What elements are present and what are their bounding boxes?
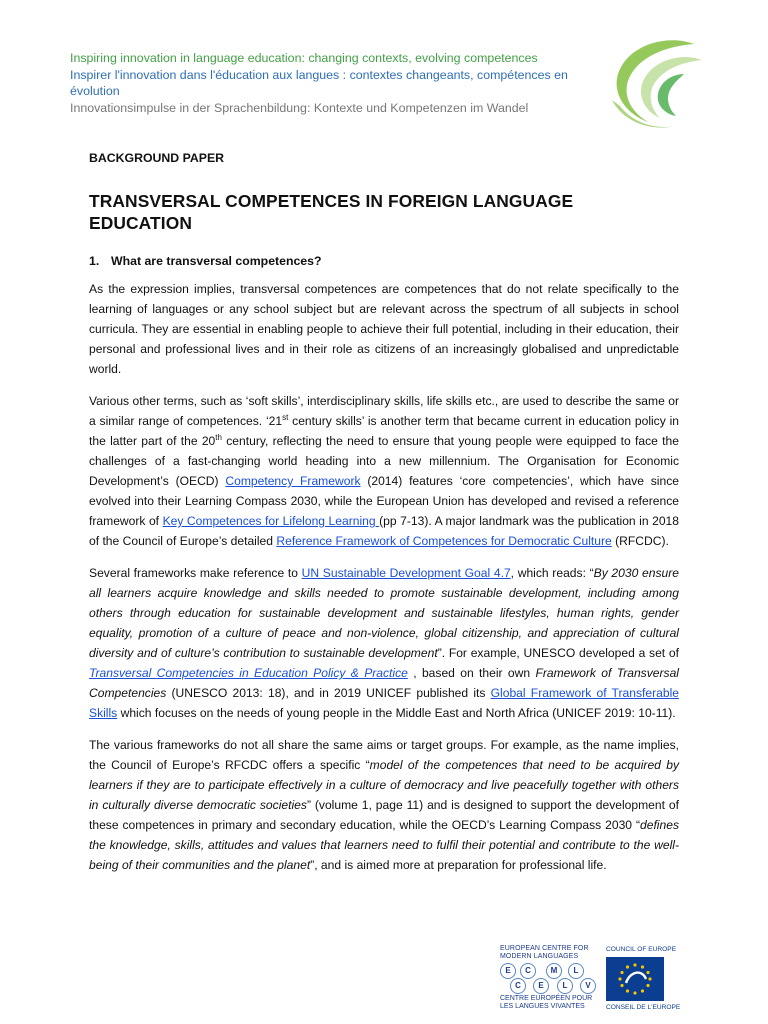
coe-stars-icon (606, 957, 664, 1001)
tagline-english: Inspiring innovation in language education: changing contexts, evolving competences (70, 51, 538, 65)
paragraph-2 (89, 391, 679, 551)
ecml-circle: C (520, 963, 536, 979)
text-run: century skills’ is another term that became current in education policy in the latter part of the 20 (89, 414, 679, 448)
text-run: (2014) features ‘core competencies’, which have since evolved into their Learning Compass 2030, while the European Union has developed and revised a reference framework of (89, 474, 679, 528)
section-title: What are transversal competences? (111, 254, 322, 268)
link-competency-framework[interactable]: Competency Framework (225, 474, 361, 488)
link-unicef-framework[interactable]: Global Framework of Transferable Skills (89, 686, 680, 720)
ecml-circle: V (580, 978, 596, 994)
link-key-competences[interactable]: Key Competences for Lifelong Learning (162, 514, 380, 528)
text-run: , which reads: “ (510, 566, 594, 580)
ecml-logo (500, 945, 596, 1017)
ecml-circle: C (510, 978, 526, 994)
superscript: st (282, 412, 289, 422)
text-run: ”. For example, UNESCO developed a set of (437, 646, 679, 660)
tagline-french: Inspirer l'innovation dans l'éducation aux langues : contextes changeants, compétences en évolution (70, 67, 568, 98)
document-title: TRANSVERSAL COMPETENCES IN FOREIGN LANGUAGE EDUCATION (89, 191, 574, 233)
text-run: (pp 7-13). A major landmark was the publication in 2018 of the Council of Europe’s detailed (89, 514, 679, 548)
paragraph-3 (89, 563, 679, 723)
text-run: century, reflecting the need to ensure that young people were equipped to face the challenges of a fast-changing world heading into a new millennium. The Organisation for Economic Development’s (OECD) (89, 434, 679, 488)
ecml-circle: L (557, 978, 573, 994)
document-body (89, 150, 679, 875)
quote-text: By 2030 ensure all learners acquire knowledge and skills needed to promote sustainable development, including among others through education for sustainable development and sustainable lifestyles, human rights, gender equality, promotion of a culture of peace and non-violence, global citizenship, and appreciation of cultural diversity and of culture’s contribution to sustainable development (89, 566, 679, 660)
ecml-circle: E (500, 963, 516, 979)
coe-name-french: CONSEIL DE L'EUROPE (606, 1004, 681, 1011)
ecml-name-french: CENTRE EUROPÉEN POUR LES LANGUES VIVANTES (500, 995, 593, 1010)
tagline-german: Innovationsimpulse in der Sprachenbildung: Kontexte und Kompetenzen im Wandel (70, 100, 529, 115)
text-run: ”, and is aimed more at preparation for professional life. (310, 858, 607, 872)
italic-text: model of the competences that need to be acquired by learners if they are to participate effectively in a culture of democracy and live peacefully together with others in culturally diverse democratic societies (89, 758, 679, 812)
link-unesco-transversal[interactable]: Transversal Competencies in Education Policy & Practice (89, 666, 408, 680)
text-run: Several frameworks make reference to (89, 566, 302, 580)
section-heading (89, 253, 679, 269)
ecml-name-english: EUROPEAN CENTRE FOR MODERN LANGUAGES (500, 945, 589, 960)
superscript: th (215, 432, 222, 442)
text-run: (UNESCO 2013: 18), and in 2019 UNICEF published its (166, 686, 491, 700)
section-number: 1. (89, 254, 100, 268)
italic-text: Framework of Transversal Competencies (89, 666, 679, 700)
ecml-circle: L (568, 963, 584, 979)
document-type-label: BACKGROUND PAPER (89, 151, 225, 165)
text-run: which focuses on the needs of young people in the Middle East and North Africa (UNICEF 2019: 10-11). (117, 706, 676, 720)
ecml-circles-icon (500, 963, 596, 995)
council-of-europe-logo (606, 946, 686, 1018)
paragraph-1: As the expression implies, transversal competences are competences that do not relate specifically to the learning of languages or any school subject but are relevant across the spectrum of all subjects in school curricula. They are essential in enabling people to achieve their full potential, including in their education, their personal and professional lives and in their role as citizens of an increasingly globalised and unpredictable world. (89, 282, 679, 376)
green-swirl-logo-icon (598, 30, 706, 136)
link-un-sdg[interactable]: UN Sustainable Development Goal 4.7 (301, 566, 511, 580)
text-run: The various frameworks do not all share the same aims or target groups. For example, as the name implies, the Council of Europe’s RFCDC offers a specific “ (89, 738, 679, 772)
paragraph-4 (89, 735, 679, 875)
ecml-circle: E (533, 978, 549, 994)
coe-name-english: COUNCIL OF EUROPE (606, 946, 677, 953)
text-run: (RFCDC). (611, 534, 669, 548)
council-of-europe-flag-icon (606, 957, 664, 1001)
text-run: ” (volume 1, page 11) and is designed to support the development of these competences in primary and secondary education, while the OECD’s Learning Compass 2030 “ (89, 798, 679, 832)
italic-text: defines the knowledge, skills, attitudes and values that learners need to fulfil their potential and contribute to the well-being of their communities and the planet (89, 818, 679, 872)
text-run: Various other terms, such as ‘soft skills’, interdisciplinary skills, life skills etc., are used to describe the same or a similar range of competences. ‘21 (89, 394, 679, 428)
ecml-circle: M (546, 963, 562, 979)
text-run: , based on their own (407, 666, 536, 680)
header-taglines (70, 50, 570, 116)
link-rfcdc[interactable]: Reference Framework of Competences for Democratic Culture (276, 534, 612, 548)
